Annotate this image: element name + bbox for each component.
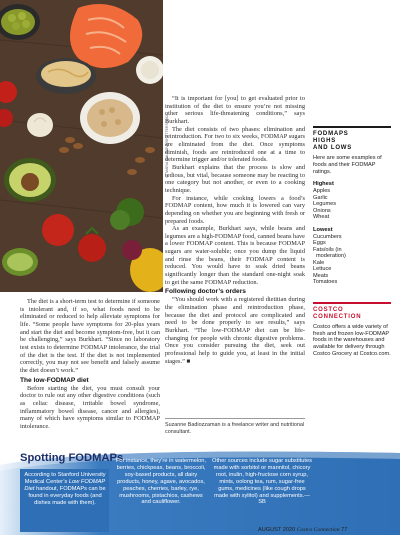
list-item: Meats xyxy=(313,272,329,279)
page-footer xyxy=(258,527,347,533)
page-number: 77 xyxy=(341,527,348,533)
banner-text-2: For instance, they’re in watermelon, berries, chickpeas, beans, broccoli, soy-based products, all dairy products, honey, agave, avocados, peaches, cherries, barley, rye, mushrooms, pistachios, cashews and cauliflower. xyxy=(115,458,207,506)
list-item: Wheat xyxy=(313,214,330,221)
list-item: Tomatoes xyxy=(313,279,338,286)
magazine-name: Costco Connection xyxy=(296,527,340,533)
list-item: Lettuce xyxy=(313,266,332,273)
lowest-list xyxy=(313,234,391,286)
sidebar-title-line: FODMAPS xyxy=(313,131,349,138)
costco-text: Costco offers a wide variety of fresh and frozen low-FODMAP foods in the warehouses and available for delivery through Costco Grocery at Costco.com. xyxy=(313,323,391,357)
list-item: Fats/oils (in xyxy=(313,246,342,253)
list-item: Legumes xyxy=(313,201,337,208)
banner-text-3: Other sources include sugar substitutes made with sorbitol or mannitol, chicory root, inulin, high-fructose corn syrup, mints, oolong tea, rum, sugar-free gums, medicines (like cough drops made with xylitol) and supplements.—SB xyxy=(212,458,312,506)
left-paragraph: Before starting the diet, you must consult your doctor to rule out any other digestive conditions (such as celiac disease, irritable bowel syndrome, inflammatory bowel disease, cancer and allergies), many of which have symptoms similar to FODMAP intolerance. xyxy=(20,384,160,430)
sidebar-intro: Here are some examples of foods and their FODMAP ratings. xyxy=(313,155,382,175)
middle-column xyxy=(165,95,305,365)
list-item: Apples xyxy=(313,188,331,195)
lowest-label: Lowest xyxy=(313,226,333,233)
list-item: Kale xyxy=(313,259,325,266)
doctors-orders-heading: Following doctor’s orders xyxy=(165,288,246,296)
handout-title: Low FODMAP Diet xyxy=(24,478,106,492)
middle-paragraph: Burkhart explains that the process is slow and tedious, but vital, because someone may be reacting to one category but not another, or even to a cooking technique. xyxy=(165,163,305,194)
photo-credit: © MARIA SHUMOVA/SHUTTERSTOCK xyxy=(165,113,169,178)
middle-paragraph: For instance, while cooking lowers a food’s FODMAP content, how much it is lowered can vary depending on whether you are beginning with fresh or prepared foods. xyxy=(165,194,305,225)
sidebar-title-line: HIGHS xyxy=(313,138,337,145)
list-item: Onions xyxy=(313,207,331,214)
list-item: Cucumbers xyxy=(313,233,342,240)
sidebar-rule xyxy=(313,126,391,128)
highest-label: Highest xyxy=(313,181,334,188)
sidebar-title-line: AND LOWS xyxy=(313,145,353,152)
middle-paragraph-final xyxy=(165,296,305,365)
fodmaps-sidebar xyxy=(313,126,391,358)
costco-title xyxy=(313,307,391,321)
middle-paragraph: The diet consists of two phases: elimination and reintroduction. For two to six weeks, FODMAP sugars are eliminated from the diet. Once symptoms diminish, foods are reintroduced one at a time to determine trigger and/or tolerated foods. xyxy=(165,125,305,164)
banner-text-1a: According to Stanford University Medical Center’s xyxy=(24,472,106,485)
middle-paragraph: “It is important for [you] to get evaluated prior to institution of the diet to ensure you’re not missing other serious life-threatening conditions,” says Burkhart. xyxy=(165,95,305,125)
issue-date: AUGUST 2020 xyxy=(258,527,296,533)
costco-rule xyxy=(313,302,391,304)
left-paragraph: The diet is a short-term test to determine if someone is intolerant and, if so, what foods need to be eliminated or reduced to help alleviate symptoms for life. “Some people have symptoms for 20-plus years and start the diet and become symptom-free, but it can be challenging,” says Burkhart. “Since no laboratory test exists to determine FODMAP intolerance, the trial of the diet is the test. If the diet is not implemented correctly, you may not see benefit and falsely assume the diet doesn’t work.” xyxy=(20,298,160,374)
sidebar-title xyxy=(313,131,391,152)
low-fodmap-heading: The low-FODMAP diet xyxy=(20,376,89,384)
final-paragraph-text: “You should work with a registered dietitian during the elimination phase and reintroduction phase, because the diet and protocol are complicated and need to be done properly to see results,” says Burkhart. “The low-FODMAP diet can be life-changing for people with chronic digestive problems. Once you consider pursuing the diet, seek out professional help to guide you, at least in the initial stages.” xyxy=(165,296,305,365)
banner-text-1b: handout, FODMAPs can be found in everyday foods (and dishes made with them). xyxy=(28,485,106,506)
costco-title-line: COSTCO xyxy=(313,306,344,313)
end-mark: ■ xyxy=(186,357,191,365)
author-bio: Suzanne Badiozzaman is a freelance writer and nutritional consultant. xyxy=(165,418,305,436)
highest-list xyxy=(313,188,391,221)
banner-text-1 xyxy=(24,472,106,507)
costco-title-line: CONNECTION xyxy=(313,313,362,320)
list-item: moderation) xyxy=(316,253,346,260)
food-illustration xyxy=(0,0,163,292)
food-photo xyxy=(0,0,163,292)
left-column xyxy=(20,298,160,431)
banner-title: Spotting FODMAPs xyxy=(20,452,124,464)
middle-paragraph: As an example, Burkhart says, while beans and legumes are a high-FODMAP food, canned beans have a lower FODMAP content. This is because FODMAP sugars are water-soluble; once you dump the liquid and rinse the beans, their FODMAP content is reduced. You would have to soak dried beans significantly longer than the standard one-night soak to get the same FODMAP reduction. xyxy=(165,225,305,286)
list-item: Eggs xyxy=(313,240,326,247)
list-item: Garlic xyxy=(313,194,328,201)
